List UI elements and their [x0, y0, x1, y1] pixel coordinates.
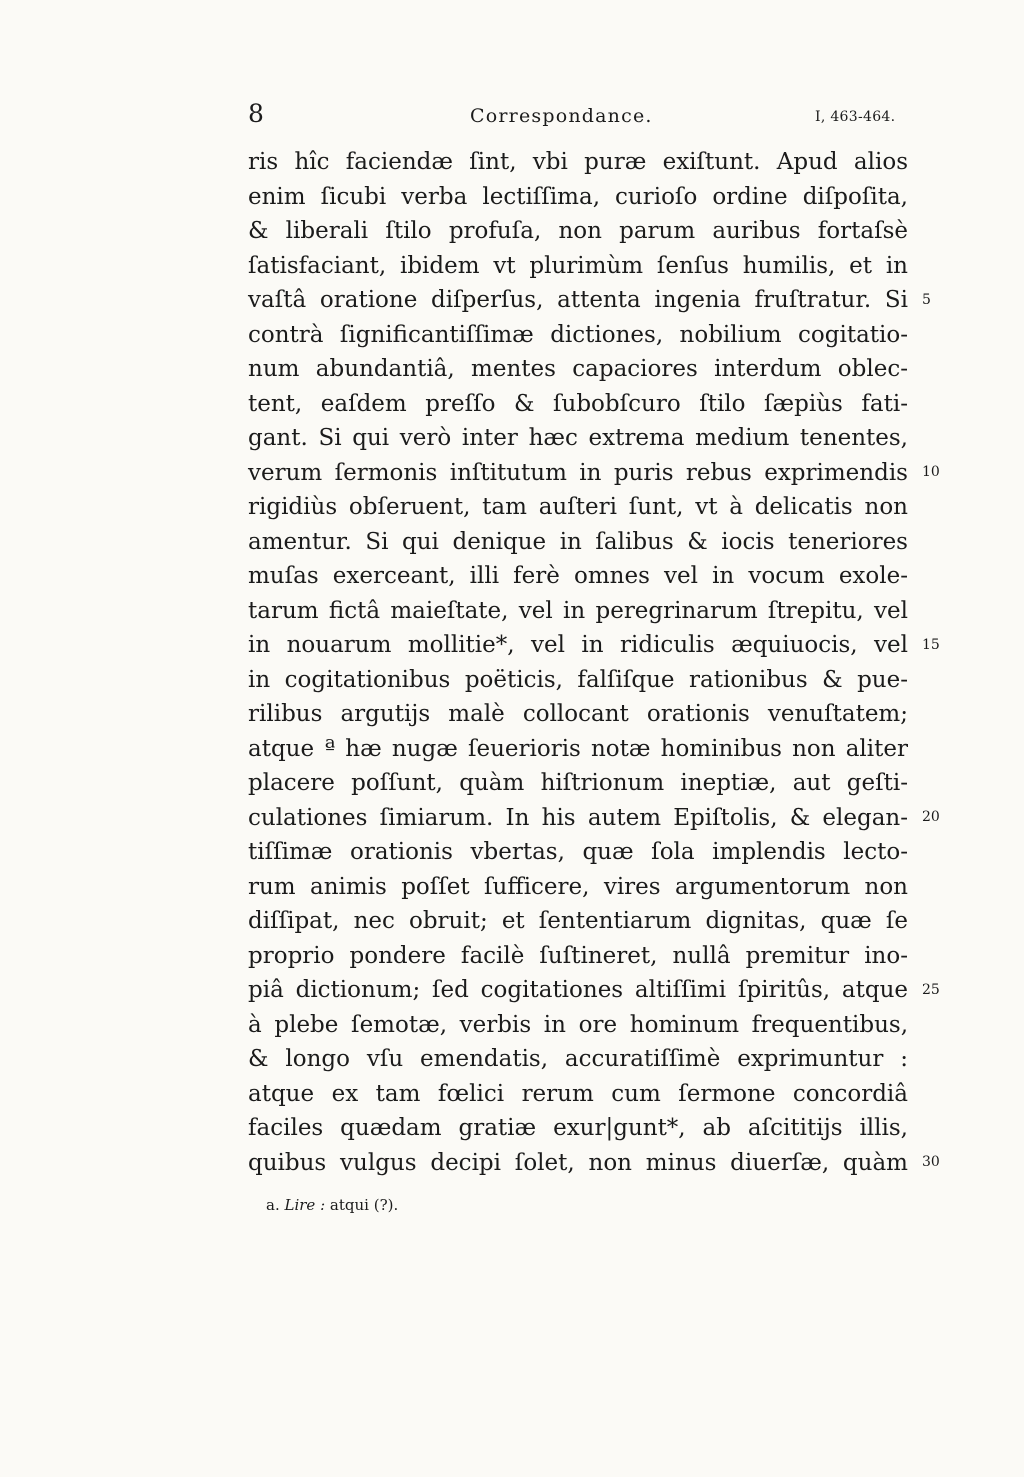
- text-line: tent, eaſdem preſſo & ſubobſcuro ſtilo ſæpiùs fati-: [248, 390, 908, 417]
- footnote-instruction: Lire :: [284, 1196, 326, 1214]
- text-line: placere poſſunt, quàm hiſtrionum ineptiæ, aut geſti-: [248, 770, 908, 796]
- text-line: & liberali ſtilo profuſa, non parum auribus fortaſsè: [248, 218, 908, 244]
- text-line: à plebe ſemotæ, verbis in ore hominum frequentibus,: [248, 1011, 908, 1038]
- text-line: diſſipat, nec obruit; et ſententiarum dignitas, quæ ſe: [248, 908, 908, 934]
- text-line: gant. Si qui verò inter hæc extrema medium tenentes,: [248, 425, 908, 451]
- text-line: & longo vſu emendatis, accuratiſſimè exprimuntur :: [248, 1046, 908, 1072]
- footnote-marker: a.: [266, 1196, 280, 1214]
- line-number: 5: [922, 292, 931, 308]
- text-line: piâ dictionum; ſed cogitationes altiſſimi ſpiritûs, atque: [248, 977, 908, 1003]
- text-line: vaſtâ oratione diſperſus, attenta ingenia fruſtratur. Si: [248, 287, 908, 313]
- text-line: rigidiùs obſeruent, tam auſteri ſunt, vt à delicatis non: [248, 494, 908, 520]
- text-line: proprio pondere facilè ſuſtineret, nullâ premitur ino-: [248, 942, 908, 969]
- text-line: ſatisfaciant, ibidem vt plurimùm ſenſus humilis, et in: [248, 252, 908, 279]
- text-line: contrà ſignificantiſſimæ dictiones, nobilium cogitatio-: [248, 321, 908, 348]
- text-line: rum animis poſſet ſufficere, vires argumentorum non: [248, 873, 908, 900]
- text-line: amentur. Si qui denique in ſalibus & iocis teneriores: [248, 528, 908, 555]
- text-line: muſas exerceant, illi ferè omnes vel in vocum exole-: [248, 563, 908, 589]
- line-number: 30: [922, 1154, 940, 1170]
- text-line: in nouarum mollitie*, vel in ridiculis æquiuocis, vel: [248, 632, 908, 658]
- line-numbers-margin: [922, 0, 1022, 1477]
- text-line: tarum fictâ maieſtate, vel in peregrinarum ſtrepitu, vel: [248, 597, 908, 624]
- footnote: [266, 1190, 398, 1220]
- text-line: in cogitationibus poëticis, falſiſque rationibus & pue-: [248, 666, 908, 693]
- page-number: 8: [248, 99, 264, 128]
- text-line: atque ª hæ nugæ ſeuerioris notæ hominibus non aliter: [248, 735, 908, 762]
- text-line: culationes ſimiarum. In his autem Epiſtolis, & elegan-: [248, 804, 908, 831]
- text-line: tiſſimæ orationis vbertas, quæ ſola implendis lecto-: [248, 839, 908, 865]
- text-line: ris hîc faciendæ ſint, vbi puræ exiſtunt. Apud alios: [248, 149, 908, 175]
- line-number: 20: [922, 809, 940, 825]
- running-title: Correspondance.: [470, 105, 653, 127]
- line-number: 10: [922, 464, 940, 480]
- line-number: 15: [922, 637, 940, 653]
- text-line: num abundantiâ, mentes capaciores interdum oblec-: [248, 356, 908, 382]
- footnote-text: atqui (?).: [329, 1196, 399, 1214]
- text-line: rilibus argutijs malè collocant orationis venuſtatem;: [248, 701, 908, 727]
- text-line: quibus vulgus decipi ſolet, non minus diuerſæ, quàm: [248, 1149, 908, 1176]
- folio-range: I, 463-464.: [815, 109, 896, 125]
- text-line: verum ſermonis inſtitutum in puris rebus exprimendis: [248, 459, 908, 486]
- text-line: enim ſicubi verba lectiſſima, curioſo ordine diſpoſita,: [248, 183, 908, 210]
- text-line: atque ex tam fœlici rerum cum ſermone concordiâ: [248, 1080, 908, 1107]
- text-line: faciles quædam gratiæ exur|gunt*, ab aſcititijs illis,: [248, 1115, 908, 1141]
- line-number: 25: [922, 982, 940, 998]
- body-text: [248, 145, 908, 1180]
